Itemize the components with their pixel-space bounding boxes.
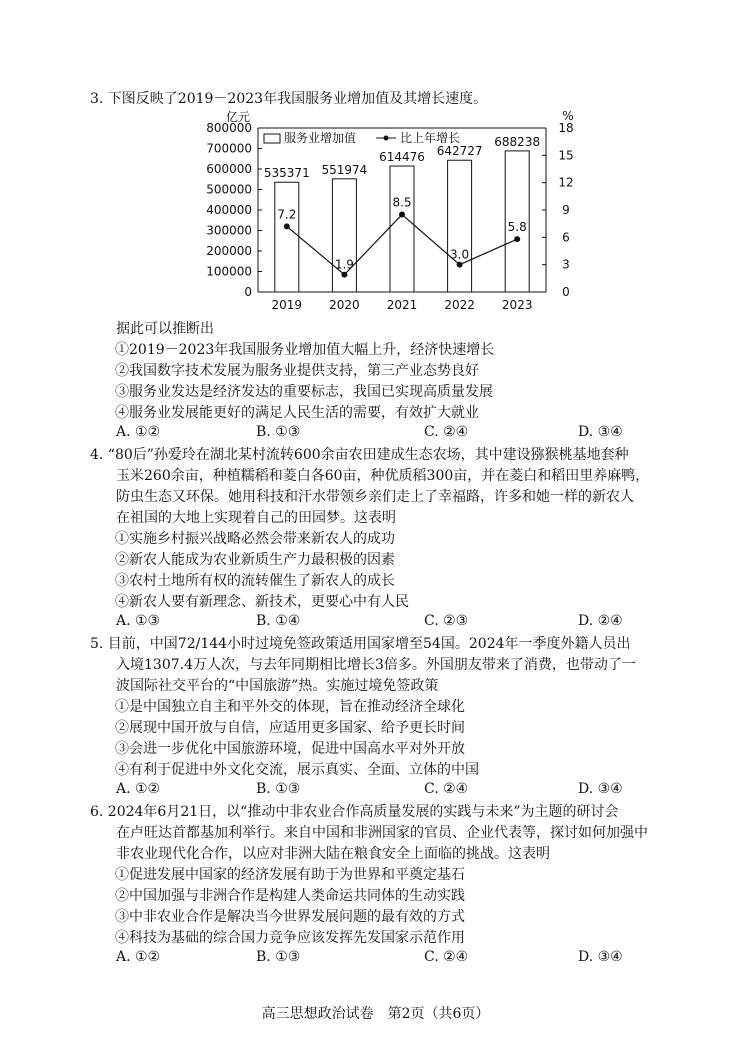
- right-tick-label: 3: [562, 257, 570, 272]
- q4-stem-line-3: 防虫生态又环保。她用科技和汗水带领乡亲们走上了幸福路，许多和她一样的新农人: [116, 489, 634, 505]
- left-tick-label: 500000: [206, 182, 252, 197]
- page-footer: 高三思想政治试卷 第2页（共6页）: [261, 1006, 490, 1022]
- left-tick-label: 800000: [206, 121, 252, 135]
- x-tick-label: 2019: [271, 298, 303, 312]
- q3-item-1: ①2019－2023年我国服务业增加值大幅上升，经济快速增长: [115, 342, 495, 358]
- right-tick-label: 12: [558, 175, 574, 190]
- q4-item-2: ②新农人能成为农业新质生产力最积极的因素: [115, 552, 395, 568]
- q5-option-a[interactable]: A. ①②: [116, 781, 161, 797]
- q6-item-1: ①促进发展中国家的经济发展有助于为世界和平奠定基石: [115, 867, 465, 883]
- q4-option-c[interactable]: C. ②③: [424, 613, 469, 629]
- legend-line-label: 比上年增长: [400, 131, 461, 145]
- chart-legend: [264, 130, 460, 145]
- q6-item-4: ④科技为基础的综合国力竞争应该发挥先发国家示范作用: [115, 930, 465, 946]
- q5-item-2: ②展现中国开放与自信，应适用更多国家、给予更长时间: [115, 720, 465, 736]
- q3-lead: 据此可以推断出: [116, 321, 214, 337]
- q6-stem-line-2: 在卢旺达首都基加利举行。来自中国和非洲国家的官员、企业代表等，探讨如何加强中: [116, 825, 648, 841]
- bar-value-label: 551974: [321, 162, 368, 177]
- left-axis-unit: 亿元: [226, 110, 251, 124]
- q6-item-2: ②中国加强与非洲合作是构建人类命运共同体的生动实践: [115, 888, 465, 904]
- bar-value-label: 614476: [379, 150, 425, 165]
- bar-value-label: 688238: [494, 134, 541, 149]
- q3-option-d[interactable]: D. ③④: [578, 424, 623, 440]
- left-tick-label: 700000: [206, 141, 252, 156]
- right-tick-label: 6: [562, 230, 570, 245]
- x-tick-label: 2023: [501, 298, 533, 312]
- bar-2019: [275, 182, 299, 292]
- q5-stem-line-1: 5. 目前，中国72/144小时过境免签政策适用国家增至54国。2024年一季度外籍人员出: [90, 636, 631, 652]
- x-tick-label: 2021: [386, 298, 418, 312]
- q6-options: [116, 949, 623, 970]
- q3-stem: 3. 下图反映了2019－2023年我国服务业增加值及其增长速度。: [90, 91, 488, 107]
- right-tick-label: 18: [558, 121, 574, 135]
- growth-point: [399, 212, 405, 218]
- legend-bar-swatch: [264, 134, 280, 143]
- left-tick-label: 100000: [206, 264, 252, 279]
- q4-item-1: ①实施乡村振兴战略必然会带来新农人的成功: [115, 531, 395, 547]
- x-tick-label: 2022: [444, 298, 475, 312]
- q5-option-d[interactable]: D. ③④: [578, 781, 623, 797]
- right-axis-unit: %: [562, 109, 574, 123]
- q3-item-4: ④服务业发展能更好的满足人民生活的需要，有效扩大就业: [115, 405, 479, 421]
- q4-options: [116, 613, 623, 634]
- q3-item-3: ③服务业发达是经济发达的重要标志，我国已实现高质量发展: [115, 384, 493, 400]
- q4-stem-line-4: 在祖国的大地上实现着自己的田园梦。这表明: [116, 510, 396, 526]
- q3-option-c[interactable]: C. ②④: [424, 424, 469, 440]
- q6-item-3: ③中非农业合作是解决当今世界发展问题的最有效的方式: [115, 909, 465, 925]
- right-tick-label: 15: [558, 148, 574, 163]
- q6-stem-line-3: 非农业现代化合作，以应对非洲大陆在粮食安全上面临的挑战。这表明: [116, 846, 550, 862]
- growth-point: [514, 236, 520, 242]
- growth-point: [457, 262, 463, 268]
- bar-value-label: 535371: [263, 166, 310, 181]
- growth-point: [341, 272, 347, 278]
- left-tick-label: 200000: [206, 244, 252, 258]
- legend-bar-label: 服务业增加值: [284, 131, 357, 145]
- q5-item-3: ③会进一步优化中国旅游环境，促进中国高水平对外开放: [115, 741, 465, 757]
- q5-item-1: ①是中国独立自主和平外交的体现，旨在推动经济全球化: [115, 699, 465, 715]
- growth-value-label: 7.2: [277, 207, 297, 222]
- growth-value-label: 8.5: [392, 195, 412, 210]
- service-industry-chart: [200, 103, 590, 323]
- x-tick-label: 2020: [329, 298, 360, 312]
- bar-value-label: 642727: [436, 144, 483, 159]
- growth-value-label: 3.0: [450, 247, 470, 262]
- q5-item-4: ④有利于促进中外文化交流，展示真实、全面、立体的中国: [115, 762, 479, 778]
- left-tick-label: 400000: [206, 203, 252, 217]
- q6-option-a[interactable]: A. ①②: [116, 949, 161, 965]
- right-tick-label: 0: [562, 285, 570, 299]
- q4-option-a[interactable]: A. ①③: [116, 613, 161, 629]
- right-tick-label: 9: [562, 203, 570, 217]
- q5-option-c[interactable]: C. ②④: [424, 781, 469, 797]
- left-tick-label: 600000: [206, 162, 252, 176]
- growth-value-label: 5.8: [507, 220, 527, 235]
- q4-item-3: ③农村土地所有权的流转催生了新农人的成长: [115, 573, 395, 589]
- bar-2022: [448, 160, 472, 292]
- q6-option-d[interactable]: D. ③④: [578, 949, 623, 965]
- q4-option-b[interactable]: B. ①④: [256, 613, 301, 629]
- q5-option-b[interactable]: B. ①③: [256, 781, 301, 797]
- q4-stem-line-2: 玉米260余亩，种植糯稻和菱白各60亩，种优质稻300亩，并在菱白和稻田里养麻鸭，: [116, 468, 650, 484]
- growth-point: [284, 223, 290, 229]
- legend-line-marker: [384, 136, 389, 141]
- q4-stem-line-1: 4. “80后”孙爱玲在湖北某村流转600余亩农田建成生态农场，其中建设猕猴桃基地套种: [90, 447, 629, 463]
- left-tick-label: 300000: [206, 223, 252, 238]
- q6-stem-line-1: 6. 2024年6月21日，以“推动中非农业合作高质量发展的实践与未来”为主题的研讨会: [90, 804, 619, 820]
- q6-option-b[interactable]: B. ①③: [256, 949, 301, 965]
- q5-stem-line-3: 波国际社交平台的“中国旅游”热。实施过境免签政策: [116, 678, 439, 694]
- left-tick-label: 0: [244, 285, 252, 299]
- q4-item-4: ④新农人要有新理念、新技术，更要心中有人民: [115, 594, 409, 610]
- q6-option-c[interactable]: C. ②④: [424, 949, 469, 965]
- q5-stem-line-2: 入境1307.4万人次，与去年同期相比增长3倍多。外国朋友带来了消费，也带动了一: [116, 657, 636, 673]
- bar-2021: [390, 166, 414, 292]
- q3-option-b[interactable]: B. ①③: [256, 424, 301, 440]
- q3-options: [116, 424, 623, 445]
- q3-option-a[interactable]: A. ①②: [116, 424, 161, 440]
- q4-option-d[interactable]: D. ②④: [578, 613, 623, 629]
- q3-item-2: ②我国数字技术发展为服务业提供支持，第三产业态势良好: [115, 363, 479, 379]
- q5-options: [116, 781, 623, 802]
- growth-value-label: 1.9: [334, 257, 354, 272]
